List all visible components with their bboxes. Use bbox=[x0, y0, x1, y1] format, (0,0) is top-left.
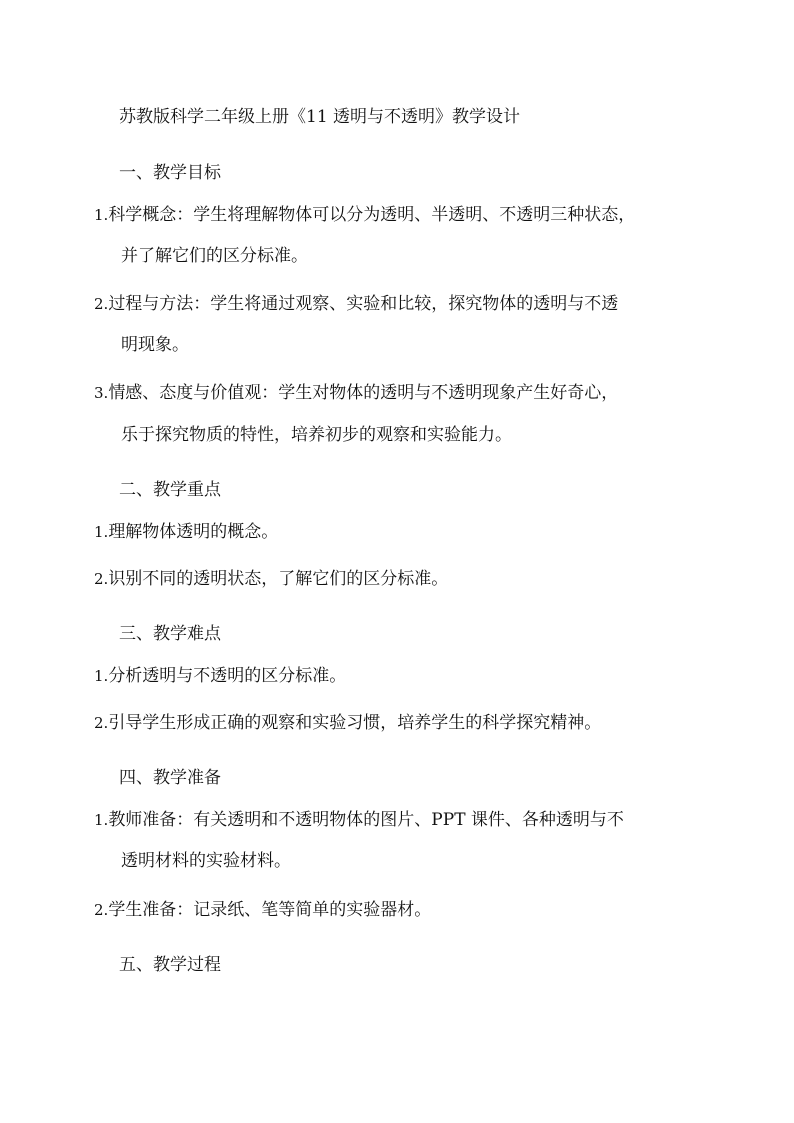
section-heading-preparation: 四、教学准备 bbox=[119, 768, 221, 788]
list-item bbox=[94, 898, 694, 922]
item-number: 2. bbox=[94, 901, 109, 919]
item-text: 情感、态度与价值观：学生对物体的透明与不透明现象产生好奇心， bbox=[108, 383, 619, 403]
document-title: 苏教版科学二年级上册《11 透明与不透明》教学设计 bbox=[119, 107, 521, 127]
item-number: 1. bbox=[94, 811, 109, 829]
section-heading-objectives: 一、教学目标 bbox=[119, 163, 221, 183]
section-heading-key-points: 二、教学重点 bbox=[119, 480, 221, 500]
item-text: 学生准备：记录纸、笔等简单的实验器材。 bbox=[108, 900, 432, 920]
list-item bbox=[94, 567, 694, 591]
list-item bbox=[94, 381, 694, 405]
list-item bbox=[94, 203, 694, 227]
item-number: 2. bbox=[94, 570, 109, 588]
item-number: 2. bbox=[94, 714, 109, 732]
item-text: 教师准备：有关透明和不透明物体的图片、PPT 课件、各种透明与不 bbox=[108, 810, 624, 830]
item-continuation: 透明材料的实验材料。 bbox=[121, 851, 291, 871]
item-number: 1. bbox=[94, 523, 109, 541]
list-item bbox=[94, 711, 694, 735]
section-heading-difficulties: 三、教学难点 bbox=[119, 624, 221, 644]
item-text: 引导学生形成正确的观察和实验习惯，培养学生的科学探究精神。 bbox=[108, 713, 602, 733]
item-text: 识别不同的透明状态，了解它们的区分标准。 bbox=[108, 569, 449, 589]
list-item bbox=[94, 664, 694, 688]
item-text: 理解物体透明的概念。 bbox=[108, 522, 279, 542]
item-text: 分析透明与不透明的区分标准。 bbox=[108, 666, 347, 686]
item-text: 科学概念：学生将理解物体可以分为透明、半透明、不透明三种状态， bbox=[108, 205, 636, 225]
item-text: 过程与方法：学生将通过观察、实验和比较，探究物体的透明与不透 bbox=[108, 294, 619, 314]
item-number: 1. bbox=[94, 667, 109, 685]
item-number: 3. bbox=[94, 384, 109, 402]
list-item bbox=[94, 808, 694, 832]
section-heading-process: 五、教学过程 bbox=[119, 955, 221, 975]
list-item bbox=[94, 520, 694, 544]
item-continuation: 并了解它们的区分标准。 bbox=[121, 246, 308, 266]
item-number: 1. bbox=[94, 206, 109, 224]
item-continuation: 乐于探究物质的特性，培养初步的观察和实验能力。 bbox=[121, 425, 512, 445]
list-item bbox=[94, 292, 694, 316]
item-continuation: 明现象。 bbox=[121, 335, 189, 355]
item-number: 2. bbox=[94, 295, 109, 313]
